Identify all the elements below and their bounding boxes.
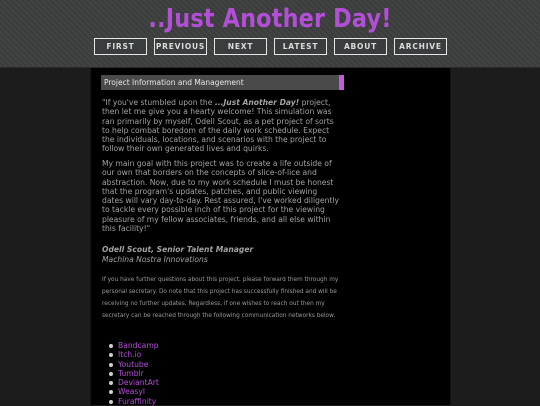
signature-org: Machina Nostra Innovations [102, 255, 208, 264]
nav-next-button[interactable]: NEXT [214, 38, 267, 55]
nav-previous-button[interactable]: PREVIOUS [154, 38, 207, 55]
signature [102, 245, 253, 265]
main-content [90, 68, 451, 405]
link-weasyl[interactable]: Weasyl [118, 387, 145, 397]
signature-name: Odell Scout, Senior Talent Manager [102, 245, 254, 254]
nav-about-button[interactable]: ABOUT [334, 38, 387, 55]
link-furaffinity[interactable]: Furaffinity [118, 396, 157, 406]
site-header [0, 0, 540, 68]
site-title: ..Just Another Day! [148, 4, 392, 34]
list-item [108, 378, 159, 387]
project-name-emphasis: ...Just Another Day! [214, 98, 300, 107]
link-bandcamp[interactable]: Bandcamp [118, 341, 159, 350]
link-tumblr[interactable]: Tumblr [118, 368, 144, 378]
link-youtube[interactable]: Youtube [118, 359, 149, 369]
quote-p1-after: project, then let me give you a hearty welcome! This simulation was ran primarily by myself, Odell Scout, as a pet project of sorts to help combat boredom of the daily work schedule. Expect the individuals, locations, and scenarios with the project to follow their own generated lives and quirks. [102, 98, 334, 154]
list-item [108, 369, 159, 378]
section-heading: Project Information and Management [101, 75, 344, 90]
nav-bar [0, 38, 540, 55]
nav-latest-button[interactable]: LATEST [274, 38, 327, 55]
nav-first-button[interactable]: FIRST [94, 38, 147, 55]
quote-p1-before: "If you've stumbled upon the [102, 98, 215, 107]
quote-paragraph-2: My main goal with this project was to create a life outside of our own that borders on the concepts of slice-of-lice and abstraction. Now, due to my work schedule I must be honest that the program's updates, patches, and public viewing dates will vary day-to-day. Rest assured, I've worked diligently to tackle every possible inch of this project for the viewing pleasure of my fellow associates, friends, and all else within this facility!" [102, 159, 339, 234]
list-item [108, 360, 159, 369]
social-links-list [108, 341, 159, 406]
quote-paragraph-1 [102, 98, 340, 154]
nav-archive-button[interactable]: ARCHIVE [394, 38, 447, 55]
link-itchio[interactable]: Itch.io [118, 350, 142, 360]
list-item [108, 350, 159, 359]
link-deviantart[interactable]: DeviantArt [118, 378, 159, 388]
contact-note: If you have further questions about this project, please forward them through my personal secretary. Do note that this project has successfully finished and will be receiving no further updates. Regardless, if one wishes to reach out then my secretary can be reached through the following communication networks below. [102, 277, 339, 319]
list-item [108, 387, 159, 396]
list-item [108, 341, 159, 350]
